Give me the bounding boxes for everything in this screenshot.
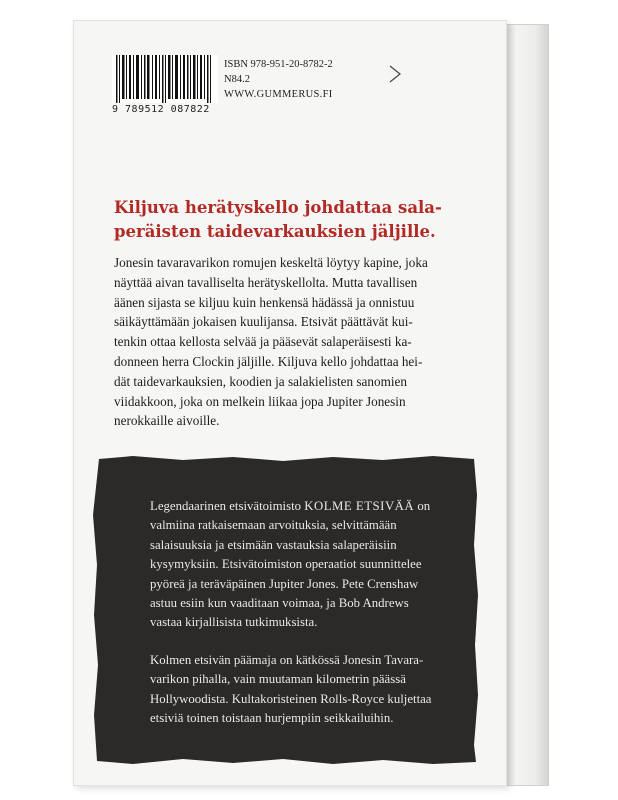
tagline [114,196,454,244]
panel-line: kysymyksiin. Etsivätoimiston operaatiot suunnittelee [150,557,422,572]
series-paragraph-1 [150,497,450,633]
series-paragraph-2 [150,651,450,729]
description-line: dät taidevarkauksien, koodien ja salakielisten sanomien [114,373,407,389]
panel-line: Kolmen etsivän päämaja on kätkössä Jonesin Tavara- [150,652,424,667]
publisher-website: WWW.GUMMERUS.FI [224,89,333,100]
description-line: näyttää aivan tavalliselta herätyskellolta. Mutta tavallisen [114,274,418,290]
description-line: donneen herra Clockin jäljille. Kiljuva kello johdattaa hei- [114,353,423,369]
panel-line: Legendaarinen etsivätoimisto [150,499,302,513]
classification-code: N84.2 [224,74,250,85]
isbn-number: ISBN 978-951-20-8782-2 [224,59,333,70]
barcode-graphic [112,55,218,103]
agency-name: KOLME ETSIVÄÄ [304,499,415,513]
panel-line: salaisuuksia ja etsimään vastauksia salaperäisiin [150,537,397,552]
panel-line: valmiina ratkaisemaan arvoituksia, selvittämään [150,518,397,533]
tagline-line: Kiljuva herätyskello johdattaa sala- [114,198,442,217]
barcode-digits: 9 789512 087822 [112,104,210,115]
panel-line: vastaa kirjallisista tutkimuksista. [150,615,318,630]
panel-line: pyöreä ja teräväpäinen Jupiter Jones. Pete Crenshaw [150,576,419,591]
description-line: viidakkoon, joka on melkein liikaa jopa Jupiter Jonesin [114,393,406,409]
series-description [150,497,450,746]
barcode [112,55,218,127]
tagline-line: peräisten taidevarkauksien jäljille. [114,222,436,241]
book-description [114,253,468,431]
panel-line: varikon pihalla, vain muutaman kilometrin päässä [150,672,406,687]
book-spine [505,24,549,786]
description-line: äänen sijasta se kiljuu kuin henkensä hädässä ja onnistuu [114,294,415,310]
panel-line: astuu esiin kun vaaditaan voimaa, ja Bob Andrews [150,596,409,611]
description-line: säikäyttämään jokaisen kuulijansa. Etsivät päättävät kui- [114,314,413,330]
panel-line: Hollywoodista. Kultakoristeinen Rolls-Royce kuljettaa [150,691,432,706]
panel-line: on [414,499,431,513]
isbn-info [224,57,394,102]
panel-line: etsiviä toinen toistaan hurjempiin seikkailuihin. [150,711,394,726]
chevron-right-icon [388,64,402,84]
description-line: nerokkaille aivoille. [114,413,220,429]
description-line: Jonesin tavaravarikon romujen keskeltä löytyy kapine, joka [114,255,428,270]
description-line: tenkin ottaa kellosta selvää ja pääsevät salaperäisesti ka- [114,334,412,350]
